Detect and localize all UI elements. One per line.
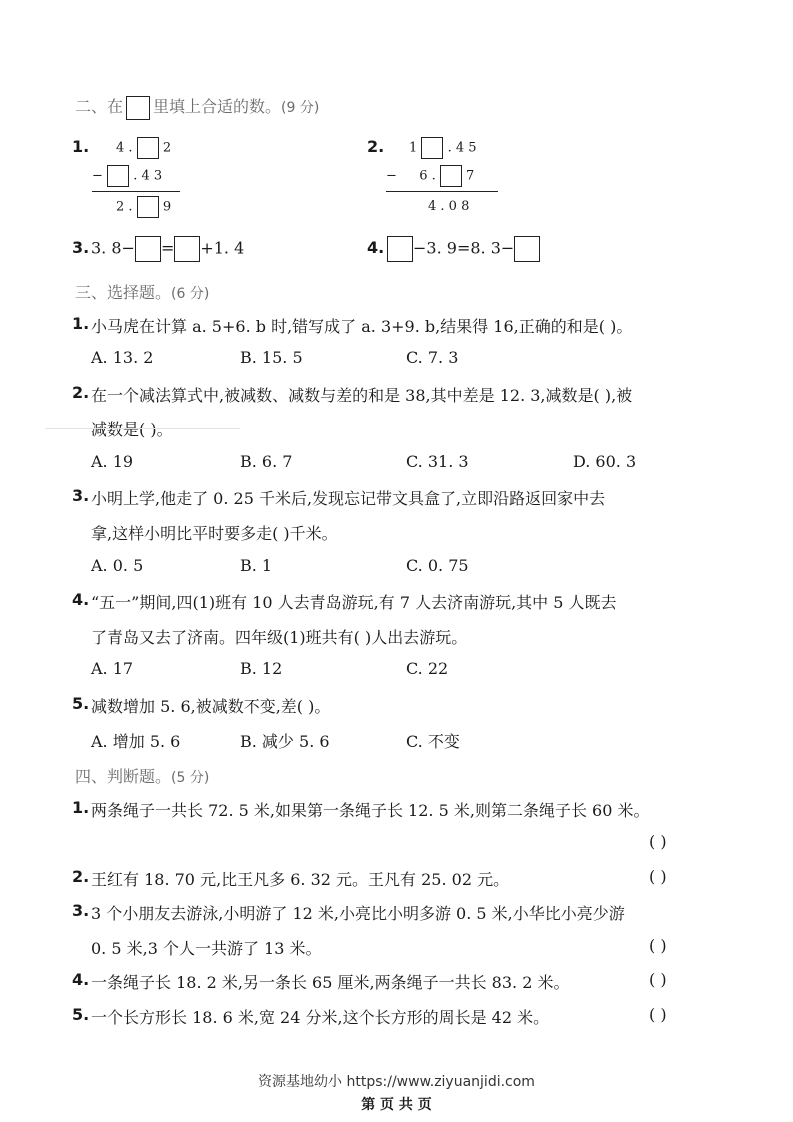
option-c[interactable]: C. 0. 75 [406, 556, 469, 575]
section-4-title-text: 四、判断题。 [75, 767, 172, 786]
section-2-points: (9 分) [281, 100, 320, 116]
section-2-title-b: 里填上合适的数。 [153, 97, 282, 116]
answer-parentheses[interactable]: ( ) [649, 867, 667, 886]
answer-box[interactable] [107, 165, 129, 187]
question-text: 小马虎在计算 a. 5+6. b 时,错写成了 a. 3+9. b,结果得 16,正确的和是( )。 [91, 317, 633, 336]
answer-box[interactable] [387, 236, 413, 262]
option-a[interactable]: A. 13. 2 [91, 348, 154, 367]
answer-box[interactable] [421, 137, 443, 159]
p1-row1 [116, 137, 171, 159]
minus-sign: − [386, 168, 397, 184]
option-b[interactable]: B. 减少 5. 6 [240, 732, 330, 751]
option-c[interactable]: C. 7. 3 [406, 348, 459, 367]
answer-box[interactable] [514, 236, 540, 262]
p1-row2-b: . 4 3 [133, 168, 163, 184]
option-b[interactable]: B. 6. 7 [240, 452, 293, 471]
p1-divider [92, 191, 180, 192]
question-text: 一条绳子长 18. 2 米,另一条长 65 厘米,两条绳子一共长 83. 2 米。 [91, 973, 570, 992]
option-b[interactable]: B. 15. 5 [240, 348, 303, 367]
question-number: 2. [72, 383, 90, 402]
question-number: 2. [72, 867, 90, 886]
p2-divider [386, 191, 498, 192]
problem-number: 4. [367, 238, 385, 257]
p2-row1-b: . 4 5 [447, 140, 477, 156]
problem-number: 2. [367, 137, 385, 156]
option-d[interactable]: D. 60. 3 [573, 452, 637, 471]
answer-box[interactable] [174, 236, 200, 262]
p1-row3-b: 9 [162, 199, 172, 215]
section-4-points: (5 分) [171, 770, 210, 786]
question-text: 一个长方形长 18. 6 米,宽 24 分米,这个长方形的周长是 42 米。 [91, 1008, 550, 1027]
p2-row1-a: 1 [409, 140, 418, 156]
question-text: 3 个小朋友去游泳,小明游了 12 米,小亮比小明多游 0. 5 米,小华比小亮少游 [91, 904, 625, 923]
p4-a: −3. 9=8. 3− [413, 238, 515, 258]
option-a[interactable]: A. 增加 5. 6 [91, 732, 181, 751]
p2-row2-b: 6 . [419, 168, 436, 184]
question-number: 3. [72, 486, 90, 505]
section-3-title-text: 三、选择题。 [75, 283, 172, 302]
question-number: 5. [72, 1005, 90, 1024]
question-text: 王红有 18. 70 元,比王凡多 6. 32 元。王凡有 25. 02 元。 [91, 870, 510, 889]
question-number: 1. [72, 314, 90, 333]
option-a[interactable]: A. 19 [91, 452, 134, 471]
minus-sign: − [92, 168, 103, 184]
p2-row2-c: 7 [466, 168, 475, 184]
question-text-cont: 了青岛又去了济南。四年级(1)班共有( )人出去游玩。 [91, 628, 468, 647]
p1-row2 [92, 165, 162, 187]
answer-box[interactable] [126, 96, 150, 120]
option-a[interactable]: A. 17 [91, 659, 134, 678]
answer-box[interactable] [135, 236, 161, 262]
question-text-cont: 拿,这样小明比平时要多走( )千米。 [91, 524, 338, 543]
p1-row3-a: 2 . [116, 199, 133, 215]
p2-row3: 4 . 0 8 [428, 199, 470, 214]
problem-number: 1. [72, 137, 90, 156]
p1-row3 [116, 196, 171, 218]
question-text: 减数增加 5. 6,被减数不变,差( )。 [91, 697, 331, 716]
answer-box[interactable] [137, 137, 159, 159]
question-number: 4. [72, 970, 90, 989]
problem-number: 3. [72, 238, 90, 257]
answer-box[interactable] [137, 196, 159, 218]
p3-a: 3. 8− [91, 238, 135, 258]
answer-parentheses[interactable]: ( ) [649, 970, 667, 989]
p3-equation [91, 236, 244, 262]
question-number: 4. [72, 590, 90, 609]
section-3-points: (6 分) [171, 286, 210, 302]
option-c[interactable]: C. 31. 3 [406, 452, 469, 471]
p1-row1-a: 4 . [116, 140, 133, 156]
question-text-cont: 减数是( )。 [91, 420, 173, 439]
question-text: 小明上学,他走了 0. 25 千米后,发现忘记带文具盒了,立即沿路返回家中去 [91, 489, 606, 508]
p1-row1-b: 2 [162, 140, 172, 156]
source-footer: 资源基地幼小 https://www.ziyuanjidi.com [258, 1074, 535, 1090]
question-text: “五一”期间,四(1)班有 10 人去青岛游玩,有 7 人去济南游玩,其中 5 人既去 [91, 593, 617, 612]
section-2-title-a: 二、在 [75, 97, 124, 116]
question-text: 在一个减法算式中,被减数、减数与差的和是 38,其中差是 12. 3,减数是( ),被 [91, 386, 633, 405]
p3-b: = [160, 238, 175, 258]
answer-parentheses[interactable]: ( ) [649, 936, 667, 955]
p2-row2 [386, 165, 474, 187]
question-text-cont: 0. 5 米,3 个人一共游了 13 米。 [91, 939, 322, 958]
p2-row1 [409, 137, 477, 159]
option-b[interactable]: B. 1 [240, 556, 273, 575]
question-number: 3. [72, 901, 90, 920]
p3-c: +1. 4 [200, 238, 245, 258]
section-3-title [75, 280, 209, 303]
answer-parentheses[interactable]: ( ) [649, 1005, 667, 1024]
option-b[interactable]: B. 12 [240, 659, 283, 678]
section-2-title [75, 94, 319, 120]
page-number: 第 页 共 页 [361, 1097, 432, 1113]
question-text: 两条绳子一共长 72. 5 米,如果第一条绳子长 12. 5 米,则第二条绳子长 60 米。 [91, 801, 650, 820]
option-c[interactable]: C. 22 [406, 659, 449, 678]
answer-box[interactable] [440, 165, 462, 187]
section-4-title [75, 764, 209, 787]
answer-parentheses[interactable]: ( ) [649, 832, 667, 851]
p4-equation [387, 236, 540, 262]
question-number: 5. [72, 694, 90, 713]
option-a[interactable]: A. 0. 5 [91, 556, 144, 575]
question-number: 1. [72, 798, 90, 817]
option-c[interactable]: C. 不变 [406, 732, 460, 751]
faint-rule [45, 428, 240, 429]
